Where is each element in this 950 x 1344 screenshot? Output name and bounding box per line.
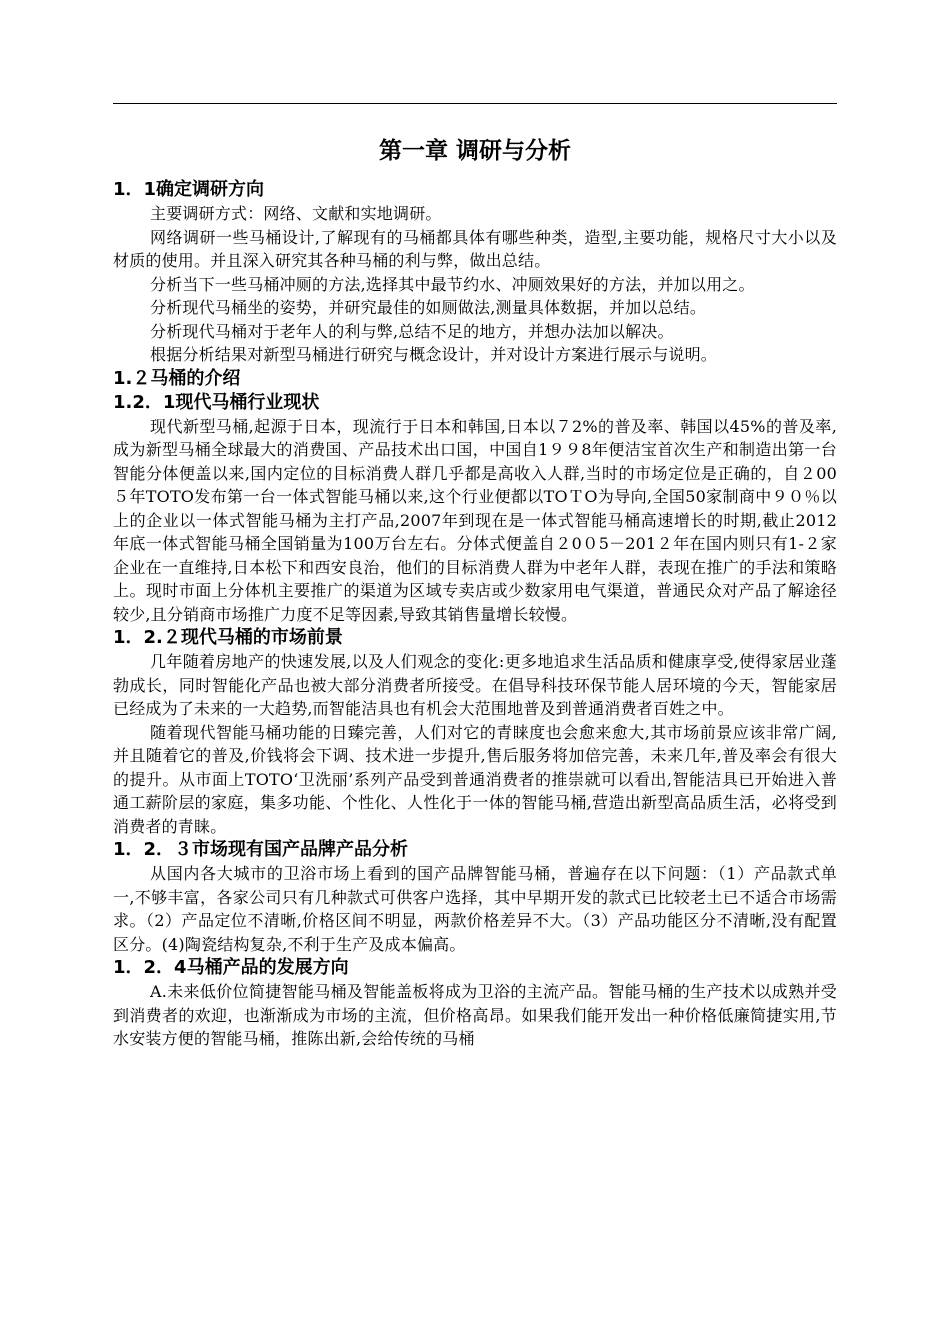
section-heading-1-2-4: 1．2．4马桶产品的发展方向	[113, 957, 349, 978]
section-heading-1-2-1: 1.2．1现代马桶行业现状	[113, 391, 320, 413]
paragraph: 几年随着房地产的快速发展,以及人们观念的变化:更多地追求生活品质和健康享受,使得家居业蓬勃成长，同时智能化产品也被大部分消费者所接受。在倡导科技环保节能人居环境的今天，智能家居已经成为了未来的一大趋势,而智能洁具也有机会大范围地普及到普通消费者百姓之中。	[113, 652, 837, 718]
paragraph: 根据分析结果对新型马桶进行研究与概念设计，并对设计方案进行展示与说明。	[150, 345, 718, 364]
section-heading-1-1: 1．1确定调研方向	[113, 179, 265, 200]
paragraph: A.未来低价位简捷智能马桶及智能盖板将成为卫浴的主流产品。智能马桶的生产技术以成熟并受到消费者的欢迎，也渐渐成为市场的主流，但价格高昂。如果我们能开发出一种价格低廉简捷实用,节水安装方便的智能马桶，推陈出新,会给传统的马桶	[113, 982, 837, 1048]
section-heading-1-2: 1.２马桶的介绍	[113, 367, 241, 389]
paragraph: 分析当下一些马桶冲厕的方法,选择其中最节约水、冲厕效果好的方法，并加以用之。	[150, 274, 755, 294]
paragraph: 分析现代马桶坐的姿势，并研究最佳的如厕做法,测量具体数据，并加以总结。	[150, 298, 707, 317]
paragraph: 现代新型马桶,起源于日本，现流行于日本和韩国,日本以７2%的普及率、韩国以45%的普及率,成为新型马桶全球最大的消费国、产品技术出口国，中国自1９９8年便洁宝首次生产和制造出第一台智能分体便盖以来,国内定位的目标消费人群几乎都是高收入人群,当时的市场定位是正确的，自２00５年TOTO发布第一台一体式智能马桶以来,这个行业便都以TOＴO为导向,全国50家制商中９０％以上的企业以一体式智能马桶为主打产品,2007年到现在是一体式智能马桶高速增长的时期,截止2012年底一体式智能马桶全国销量为100万台左右。分体式便盖自２0０5－201２年在国内则只有1-２家企业在一直维持,日本松下和西安良治，他们的目标消费人群为中老年人群，表现在推广的手法和策略上。现时市面上分体机主要推广的渠道为区域专卖店或少数家用电气渠道，普通民众对产品了解途径较少,且分销商市场推广力度不足等因素,导致其销售量增长较慢。	[113, 416, 837, 624]
section-heading-1-2-2: 1．2.２现代马桶的市场前景	[113, 627, 343, 648]
document-page	[113, 134, 837, 1051]
paragraph: 随着现代智能马桶功能的日臻完善，人们对它的青睐度也会愈来愈大,其市场前景应该非常广阔,并且随着它的普及,价钱将会下调、技术进一步提升,售后服务将加倍完善，未来几年,普及率会有很大的提升。从市面上TOTO‘卫洗丽’系列产品受到普通消费者的推崇就可以看出,智能洁具已开始进入普通工薪阶层的家庭，集多功能、个性化、人性化于一体的智能马桶,营造出新型高品质生活，必将受到消费者的青睐。	[113, 722, 837, 836]
paragraph: 网络调研一些马桶设计,了解现有的马桶都具体有哪些种类，造型,主要功能，规格尺寸大小以及材质的使用。并且深入研究其各种马桶的利与弊，做出总结。	[113, 227, 837, 270]
paragraph: 主要调研方式：网络、文献和实地调研。	[150, 204, 442, 223]
paragraph: 分析现代马桶对于老年人的利与弊,总结不足的地方，并想办法加以解决。	[150, 321, 674, 341]
paragraph: 从国内各大城市的卫浴市场上看到的国产品牌智能马桶，普遍存在以下问题：（1）产品款式单一,不够丰富，各家公司只有几种款式可供客户选择，其中早期开发的款式已比较老土已不适合市场需求。（2）产品定位不清晰,价格区间不明显，两款价格差异不大。（3）产品功能区分不清晰,没有配置区分。(4)陶瓷结构复杂,不利于生产及成本偏高。	[113, 864, 837, 954]
header-rule	[113, 103, 837, 104]
chapter-title: 第一章 调研与分析	[378, 138, 571, 164]
section-heading-1-2-3: 1．2．３市场现有国产品牌产品分析	[113, 839, 409, 860]
